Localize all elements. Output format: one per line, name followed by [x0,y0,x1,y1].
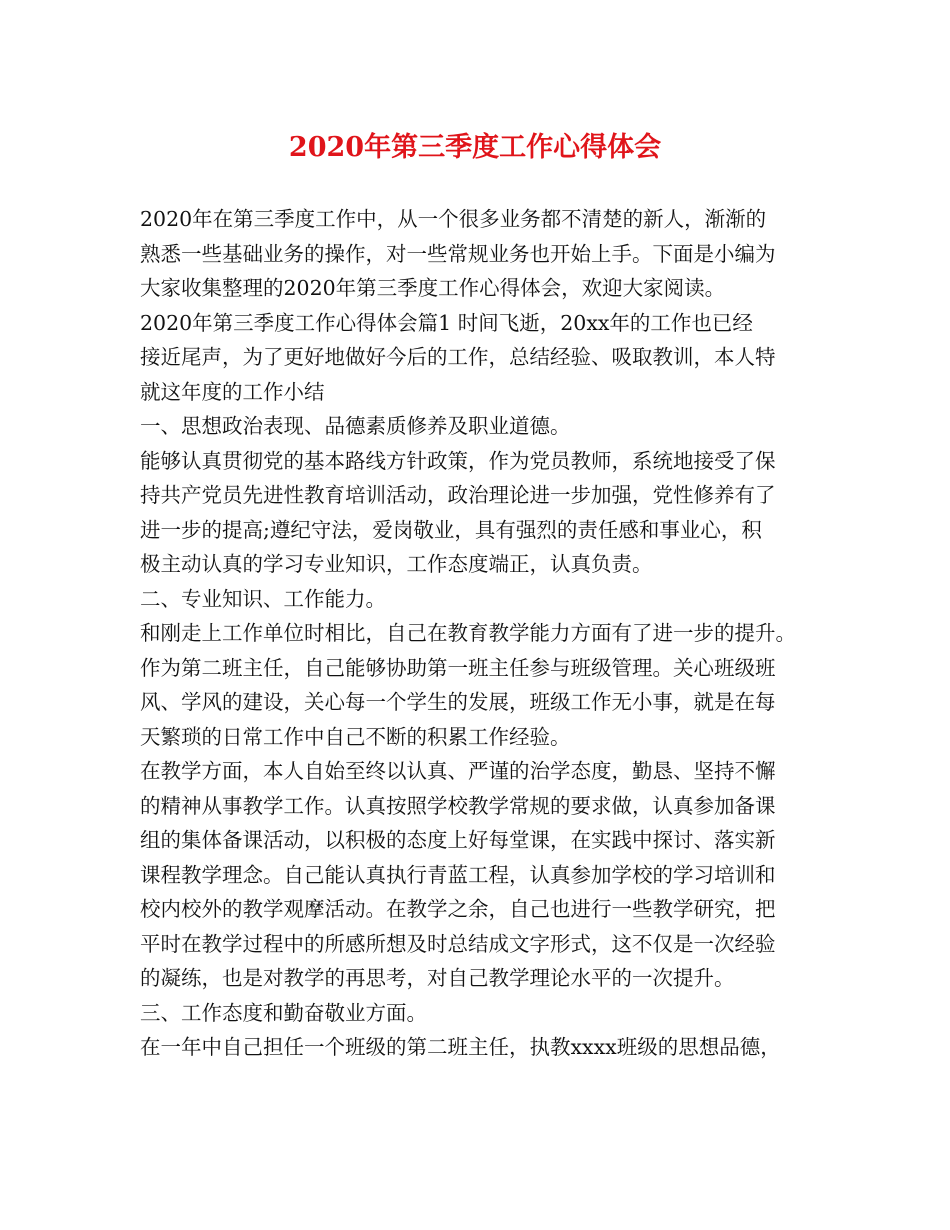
document-body [140,202,830,1065]
body-line: 大家收集整理的2020年第三季度工作心得体会，欢迎大家阅读。 [140,276,726,300]
body-line: 风、学风的建设，关心每一个学生的发展，班级工作无小事，就是在每 [140,690,776,714]
body-line: 熟悉一些基础业务的操作，对一些常规业务也开始上手。下面是小编为 [140,241,776,266]
body-line: 极主动认真的学习专业知识，工作态度端正，认真负责。 [140,552,653,576]
body-line: 在一年中自己担任一个班级的第二班主任，执教xxxx班级的思想品德， [140,1035,781,1059]
body-line: 平时在教学过程中的所感所想及时总结成文字形式，这不仅是一次经验 [140,931,776,956]
body-line: 的凝练，也是对教学的再思考，对自己教学理论水平的一次提升。 [140,966,735,990]
body-line: 校内校外的教学观摩活动。在教学之余，自己也进行一些教学研究，把 [140,897,776,921]
body-line: 的精神从事教学工作。认真按照学校教学常规的要求做，认真参加备课 [140,793,776,818]
body-line: 接近尾声，为了更好地做好今后的工作，总结经验、吸取教训，本人特 [140,345,776,369]
body-line: 和刚走上工作单位时相比，自己在教育教学能力方面有了进一步的提升。 [140,621,796,645]
body-line: 组的集体备课活动，以积极的态度上好每堂课，在实践中探讨、落实新 [140,828,776,852]
body-line: 作为第二班主任，自己能够协助第一班主任参与班级管理。关心班级班 [140,655,776,680]
body-line: 就这年度的工作小结 [140,379,325,404]
body-line: 能够认真贯彻党的基本路线方针政策，作为党员教师，系统地接受了保 [140,448,776,473]
body-line: 持共产党员先进性教育培训活动，政治理论进一步加强，党性修养有了 [140,483,776,507]
body-line: 在教学方面，本人自始至终以认真、严谨的治学态度，勤恳、坚持不懈 [140,759,776,783]
section-heading: 二、专业知识、工作能力。 [140,586,386,611]
body-line: 课程教学理念。自己能认真执行青蓝工程，认真参加学校的学习培训和 [140,862,776,887]
document-title: 2020年第三季度工作心得体会 [288,132,662,163]
body-line: 进一步的提高;遵纪守法，爱岗敬业，具有强烈的责任感和事业心，积 [140,517,762,542]
section-heading: 三、工作态度和勤奋敬业方面。 [140,1000,427,1025]
section-heading: 一、思想政治表现、品德素质修养及职业道德。 [140,414,571,438]
body-line: 天繁琐的日常工作中自己不断的积累工作经验。 [140,724,571,749]
body-line: 2020年在第三季度工作中，从一个很多业务都不清楚的新人，渐渐的 [140,207,767,231]
body-line: 2020年第三季度工作心得体会篇1 时间飞逝，20xx年的工作也已经 [140,310,753,335]
